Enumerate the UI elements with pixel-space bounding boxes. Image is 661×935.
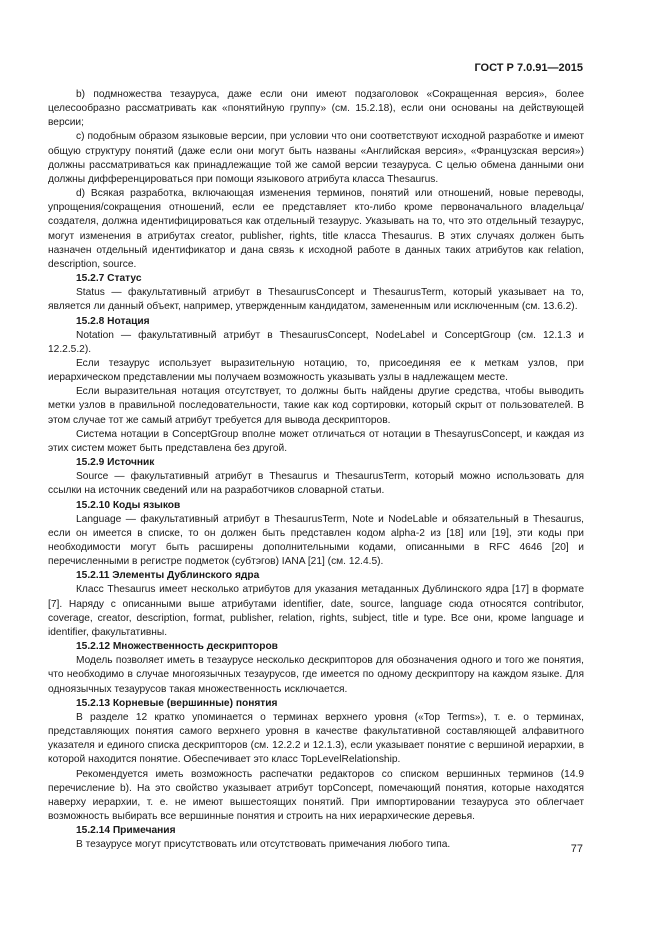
body-paragraph: Language — факультативный атрибут в ThesaurusTerm, Note и NodeLable и обязательный в Thesaurus, если он имеется в списке, то он должен быть представлен кодом alpha-2 из [18] или [19], эти коды при необходимости могут быть расширены дополнительными кодами, описанными в RFC 4646 [20] и перечисленными в регистре подметок (субтэгов) IANA [21] (см. 12.4.5). xyxy=(48,513,584,568)
body-paragraph: Класс Thesaurus имеет несколько атрибутов для указания метаданных Дублинского ядра [17] в формате [7]. Наряду с описанными выше атрибутами identifier, date, source, language сюда относятся contributor, coverage, creator, description, format, publisher, relation, rights, subject, title и type. Все они, кроме language и identifier, факультативны. xyxy=(48,584,584,638)
body-paragraph: d) Всякая разработка, включающая изменения терминов, понятий или отношений, новые переводы, упрощения/сокращения отношений, если ее представляет кто-либо кроме первоначального владельца/создателя, должна идентифицироваться как отдельный тезаурус. Указывать на то, что это отдельный тезаурус, могут изменения в атрибутах creator, publisher, rights, title класса Thesaurus. В этих случаях должен быть назначен отдельный идентификатор и дана связь к исходной работе в данных таких атрибутов как relation, description, source. xyxy=(48,188,584,270)
section-heading: 15.2.7 Статус xyxy=(76,273,142,285)
body-paragraph: Если тезаурус использует выразительную нотацию, то, присоединяя ее к меткам узлов, при иерархическом представлении мы получаем возможность указывать узлы в надлежащем месте. xyxy=(48,357,584,384)
body-paragraph: c) подобным образом языковые версии, при условии что они соответствуют исходной разработке и имеют общую структуру понятий (даже если они могут быть названы «Английская версия», «Французская версия») должны рассматриваться как принадлежащие той же самой версии тезауруса. С целью обмена данными они должны дифференцироваться при помощи языкового атрибута класса Thesaurus. xyxy=(48,131,584,185)
section-heading: 15.2.9 Источник xyxy=(76,457,155,469)
section-heading: 15.2.8 Нотация xyxy=(76,315,150,327)
body-paragraph: Система нотации в ConceptGroup вполне может отличаться от нотации в ThesayrusConcept, и каждая из этих систем может быть представлена без другой. xyxy=(48,428,584,454)
section-heading: 15.2.11 Элементы Дублинского ядра xyxy=(76,570,260,582)
body-paragraph: В разделе 12 кратко упоминается о терминах верхнего уровня («Top Terms»), т. е. о терминах, представляющих понятия самого верхнего уровня в качестве факультативной составляющей алфавитного указателя и единого списка дескрипторов (см. 12.2.2 и 12.1.3), если указывает понятие с вершиной иерархии, в которой находится понятие. Обеспечивает это класс TopLevelRelationship. xyxy=(48,711,584,766)
body-paragraph: Рекомендуется иметь возможность распечатки редакторов со списком вершинных терминов (14.9 перечисление b). На это свойство указывает атрибут topConcept, помечающий понятия, которые находятся наверху иерархии, т. е. не имеют вышестоящих понятий. При импортировании тезауруса это облегчает возможность выбирать все вершинные понятия и строить на них иерархические деревья. xyxy=(48,768,584,822)
body-paragraph: Source — факультативный атрибут в Thesaurus и ThesaurusTerm, который можно использовать для ссылки на источник сведений или на разработчиков словарной статьи. xyxy=(48,471,584,497)
document-standard-id: ГОСТ Р 7.0.91—2015 xyxy=(474,62,583,74)
section-heading: 15.2.12 Множественность дескрипторов xyxy=(76,641,278,653)
body-paragraph: Если выразительная нотация отсутствует, то должны быть найдены другие средства, чтобы выводить метки узлов в правильной последовательности, такие как код сортировки, который скрыт от пользователей. В этом случае тот же самый атрибут требуется для вывода дескрипторов. xyxy=(48,386,584,426)
section-heading: 15.2.13 Корневые (вершинные) понятия xyxy=(76,697,278,709)
document-body xyxy=(48,88,584,852)
body-paragraph: Notation — факультативный атрибут в ThesaurusConcept, NodeLabel и ConceptGroup (см. 12.1.3 и 12.2.5.2). xyxy=(48,329,584,355)
section-heading: 15.2.10 Коды языков xyxy=(76,499,181,511)
page-number: 77 xyxy=(570,843,583,855)
body-paragraph: Модель позволяет иметь в тезаурусе несколько дескрипторов для обозначения одного и того же понятия, что необходимо в случае многоязычных тезаурусов, где имеется по одному дескриптору на каждом языке. Для одноязычных тезаурусов такая множественность исключается. xyxy=(48,655,584,695)
body-paragraph: Status — факультативный атрибут в ThesaurusConcept и ThesaurusTerm, который указывает на то, является ли данный объект, например, утвержденным кандидатом, замененным или исключенным (см. 13.6.2). xyxy=(48,287,584,313)
body-paragraph: В тезаурусе могут присутствовать или отсутствовать примечания любого типа. xyxy=(76,839,451,851)
body-paragraph: b) подмножества тезауруса, даже если они имеют подзаголовок «Сокращенная версия», более целесообразно рассматривать как «понятийную группу» (см. 15.2.18), если они основаны на действующей версии; xyxy=(48,89,584,129)
section-heading: 15.2.14 Примечания xyxy=(76,825,176,837)
